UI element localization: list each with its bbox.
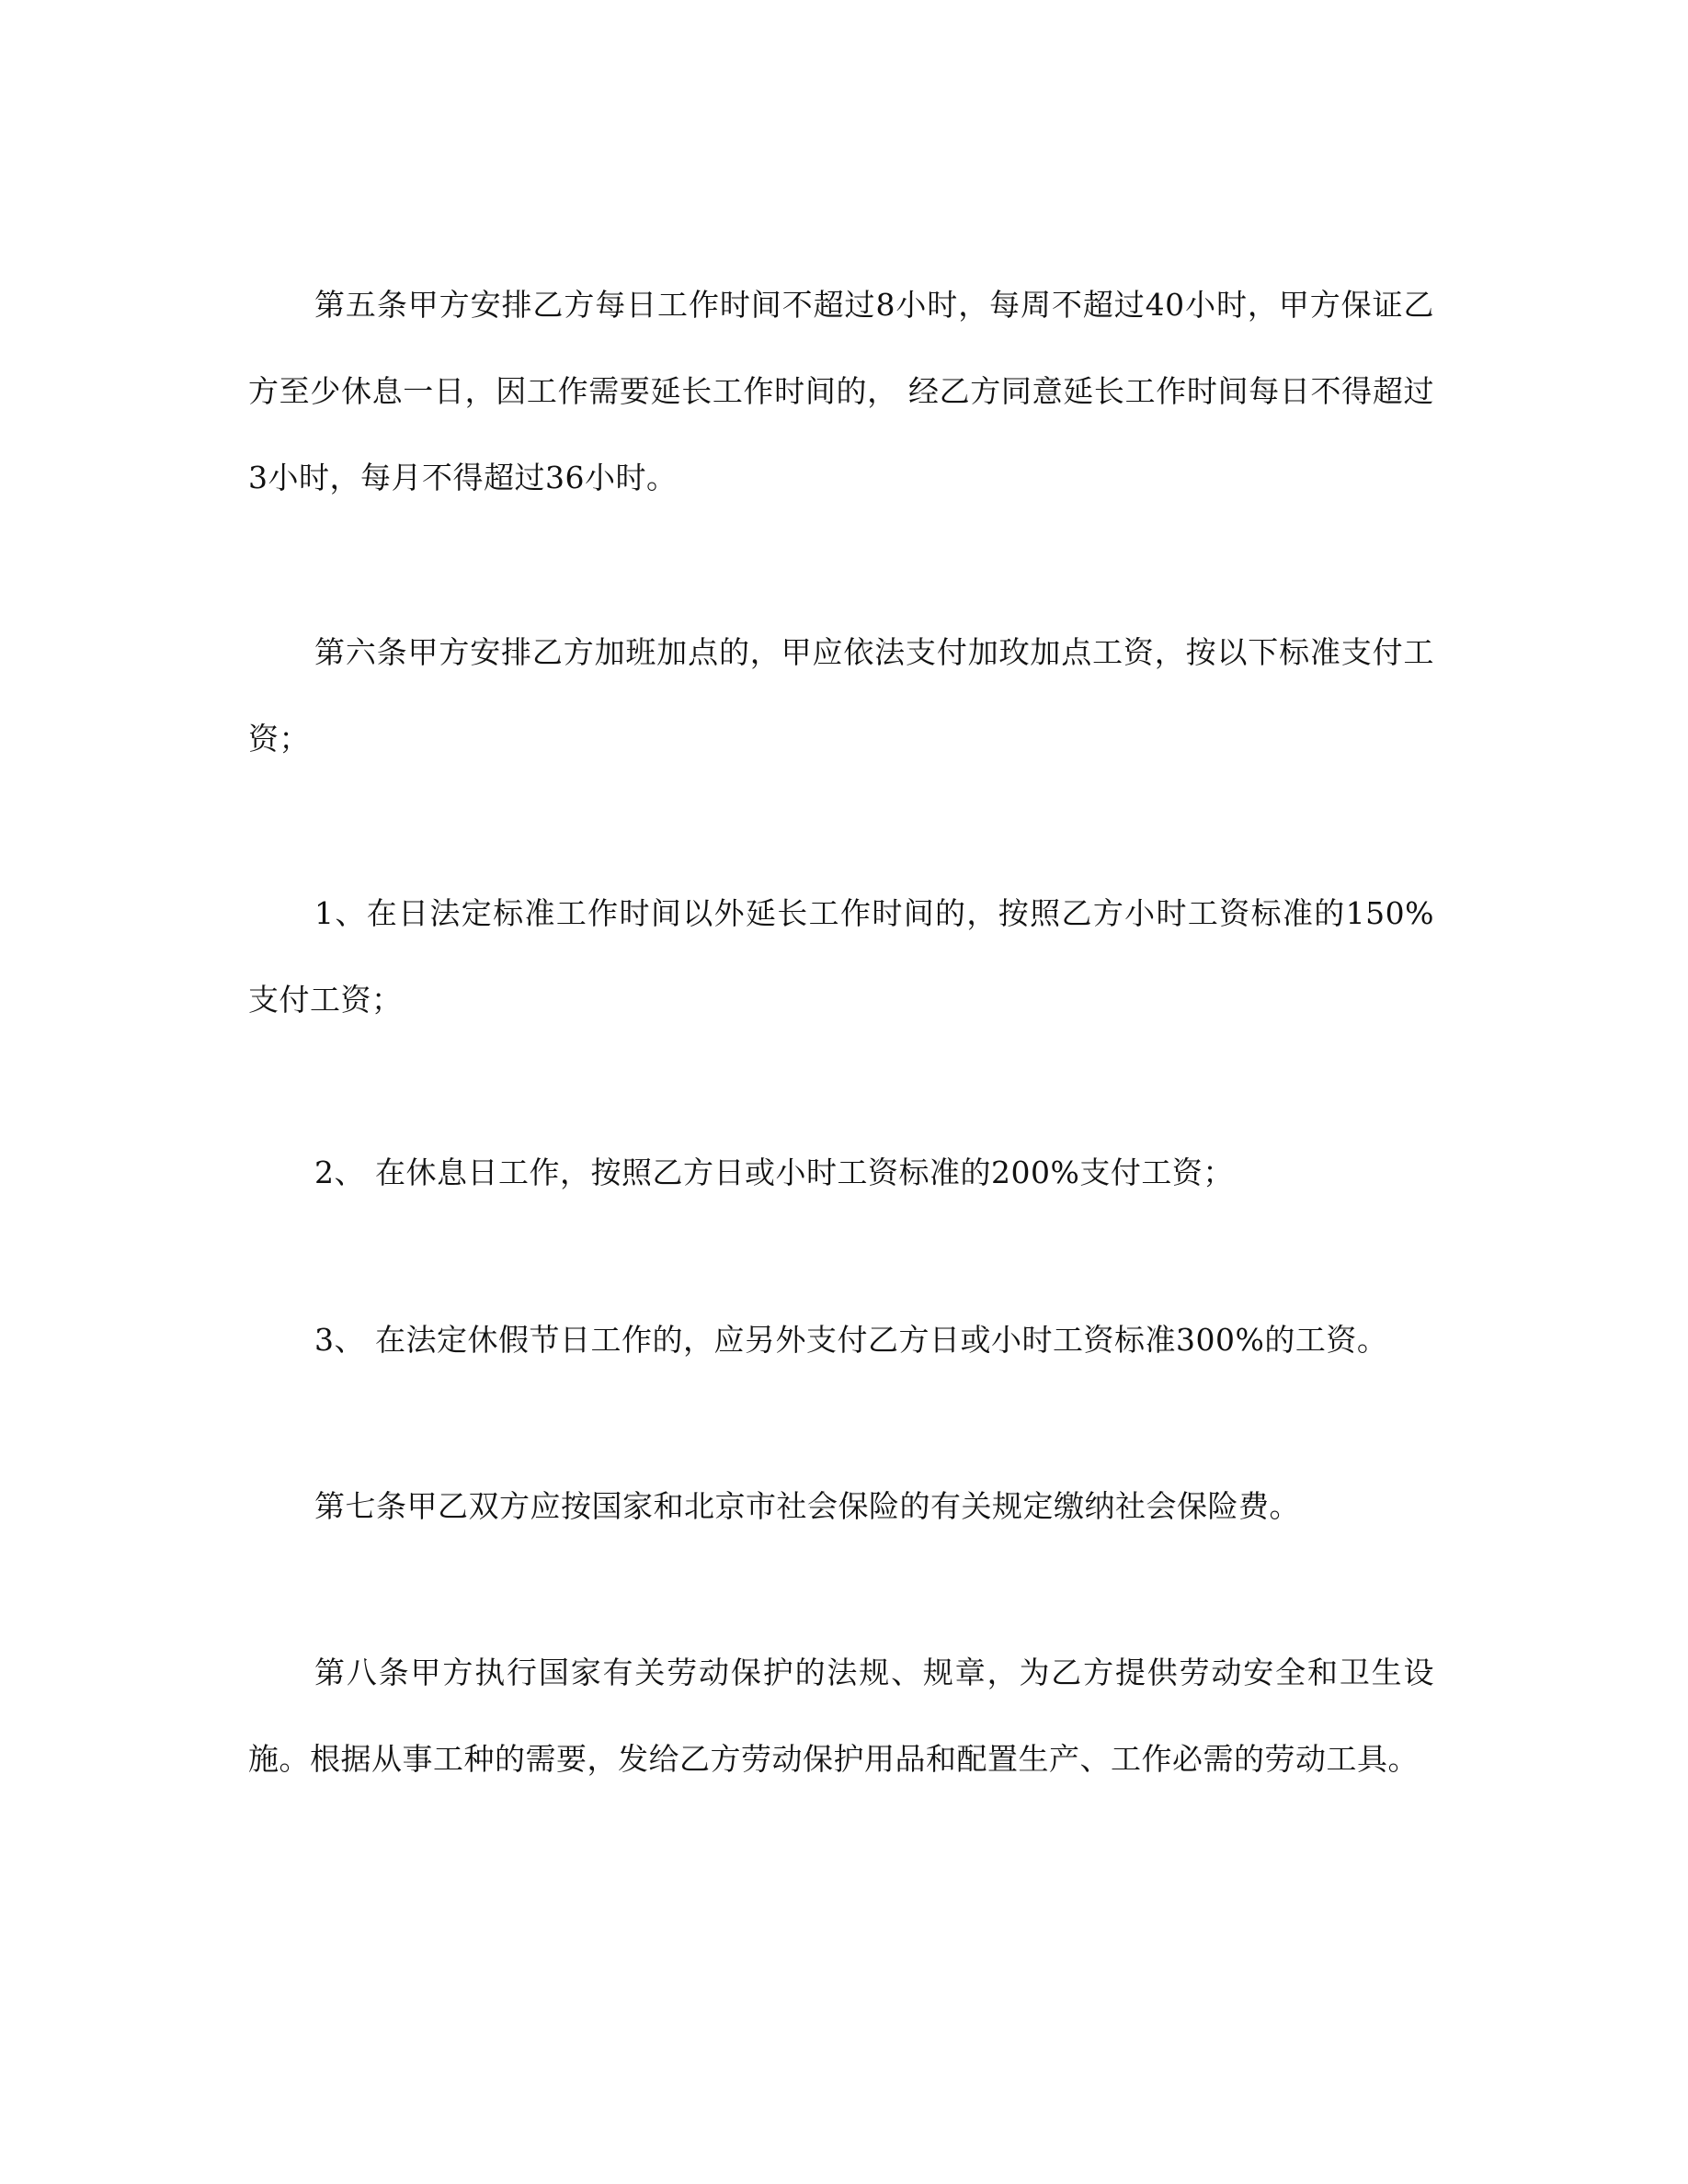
article-8-paragraph: 第八条甲方执行国家有关劳动保护的法规、规章，为乙方提供劳动安全和卫生设施。根据从事工种的需要，发给乙方劳动保护用品和配置生产、工作必需的劳动工具。 [248,1655,1434,1777]
article-6-paragraph: 第六条甲方安排乙方加班加点的，甲应依法支付加玫加点工资，按以下标准支付工资； [248,634,1434,756]
overtime-rule-3: 3、 在法定休假节日工作的，应另外支付乙方日或小时工资标准300%的工资。 [314,1322,1388,1358]
article-7-paragraph: 第七条甲乙双方应按国家和北京市社会保险的有关规定缴纳社会保险费。 [314,1488,1300,1524]
article-5-paragraph: 第五条甲方安排乙方每日工作时间不超过8小时，每周不超过40小时，甲方保证乙方至少休息一日，因工作需要延长工作时间的， 经乙方同意延长工作时间每日不得超过3小时，每月不得超过36小时。 [248,287,1434,495]
overtime-rule-1: 1、在日法定标准工作时间以外延长工作时间的，按照乙方小时工资标准的150%支付工资； [248,895,1434,1018]
overtime-rule-2: 2、 在休息日工作，按照乙方日或小时工资标准的200%支付工资； [314,1155,1234,1190]
